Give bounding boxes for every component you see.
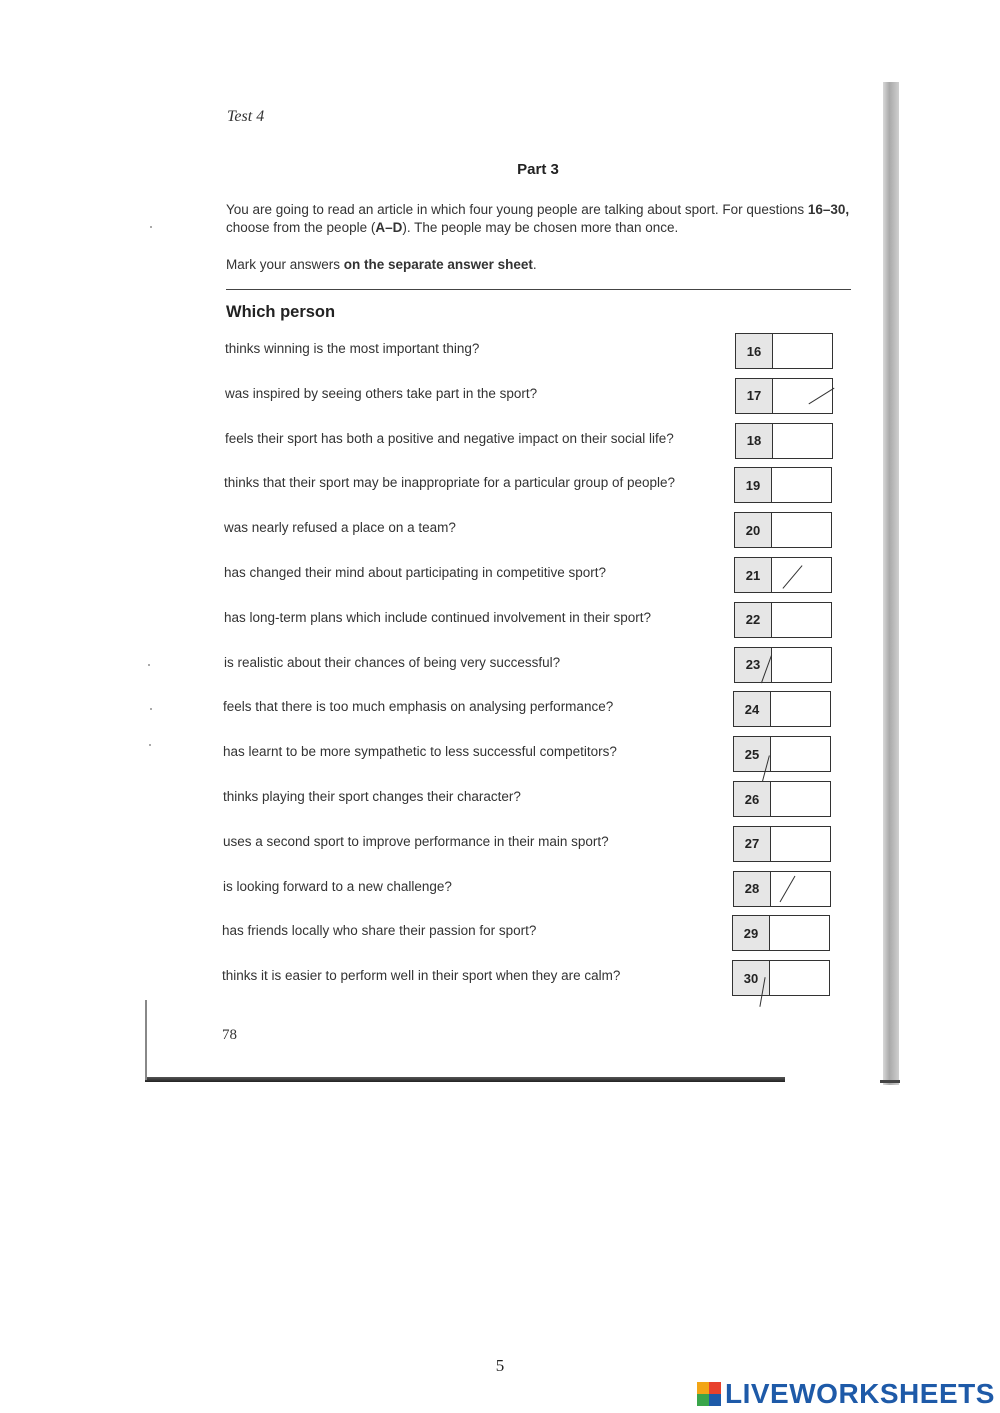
scan-speck bbox=[148, 664, 150, 666]
test-label: Test 4 bbox=[227, 108, 265, 125]
question-text: has learnt to be more sympathetic to less successful competitors? bbox=[223, 744, 617, 760]
question-row bbox=[0, 333, 1000, 369]
book-page-number: 78 bbox=[222, 1027, 237, 1043]
answer-field[interactable] bbox=[771, 692, 830, 726]
mark-suffix: . bbox=[532, 257, 537, 272]
question-row bbox=[0, 736, 1000, 772]
answer-box bbox=[733, 781, 831, 817]
answer-box bbox=[734, 602, 832, 638]
answer-box bbox=[735, 423, 833, 459]
question-text: was inspired by seeing others take part in the sport? bbox=[225, 385, 538, 401]
brand-name: LIVEWORKSHEETS bbox=[725, 1378, 995, 1409]
question-text: feels their sport has both a positive and negative impact on their social life? bbox=[225, 430, 674, 446]
answer-box bbox=[733, 736, 831, 772]
answer-box bbox=[733, 826, 831, 862]
question-number: 28 bbox=[734, 872, 771, 906]
question-number: 30 bbox=[733, 961, 770, 995]
question-text: thinks that their sport may be inappropriate for a particular group of people? bbox=[224, 475, 676, 491]
question-text: has friends locally who share their passion for sport? bbox=[222, 923, 537, 939]
question-row bbox=[0, 378, 1000, 414]
answer-box bbox=[735, 378, 833, 414]
question-row bbox=[0, 915, 1000, 951]
page-left-edge bbox=[145, 1000, 147, 1080]
answer-box bbox=[733, 691, 831, 727]
question-number: 16 bbox=[736, 334, 773, 368]
answer-box bbox=[735, 333, 833, 369]
pen-mark bbox=[782, 565, 802, 589]
question-row bbox=[0, 647, 1000, 683]
question-number: 25 bbox=[734, 737, 771, 771]
answer-field[interactable] bbox=[773, 424, 832, 458]
answer-box bbox=[732, 915, 830, 951]
question-number: 27 bbox=[734, 827, 771, 861]
mark-bold: on the separate answer sheet bbox=[343, 257, 533, 272]
answer-field[interactable] bbox=[773, 334, 832, 368]
answer-box bbox=[734, 557, 832, 593]
answer-field[interactable] bbox=[772, 513, 831, 547]
question-number: 21 bbox=[735, 558, 772, 592]
answer-box bbox=[734, 467, 832, 503]
question-row bbox=[0, 557, 1000, 593]
pen-mark bbox=[809, 387, 835, 404]
brand-logo bbox=[697, 1378, 995, 1410]
answer-field[interactable] bbox=[773, 379, 832, 413]
question-number: 20 bbox=[735, 513, 772, 547]
question-row bbox=[0, 781, 1000, 817]
answer-field[interactable] bbox=[770, 916, 829, 950]
question-text: feels that there is too much emphasis on analysing performance? bbox=[223, 699, 614, 715]
question-number: 29 bbox=[733, 916, 770, 950]
question-number: 22 bbox=[735, 603, 772, 637]
divider bbox=[226, 289, 851, 290]
question-number: 17 bbox=[736, 379, 773, 413]
question-text: thinks it is easier to perform well in their sport when they are calm? bbox=[222, 968, 621, 984]
answer-field[interactable] bbox=[771, 827, 830, 861]
question-row bbox=[0, 423, 1000, 459]
mark-answers-note bbox=[226, 257, 537, 272]
answer-field[interactable] bbox=[771, 872, 830, 906]
answer-field[interactable] bbox=[772, 648, 831, 682]
answer-field[interactable] bbox=[772, 468, 831, 502]
question-number: 19 bbox=[735, 468, 772, 502]
question-text: is looking forward to a new challenge? bbox=[223, 878, 452, 894]
instructions-line1: You are going to read an article in which four young people are talking about sport. For questions bbox=[226, 202, 805, 217]
answer-field[interactable] bbox=[771, 782, 830, 816]
scan-speck bbox=[149, 744, 151, 746]
question-row bbox=[0, 960, 1000, 996]
answer-box bbox=[732, 960, 830, 996]
liveworksheets-icon bbox=[697, 1382, 721, 1406]
instructions-end: ). The people may be chosen more than once. bbox=[402, 220, 679, 235]
mark-prefix: Mark your answers bbox=[226, 257, 344, 272]
question-number: 18 bbox=[736, 424, 773, 458]
answer-box bbox=[734, 647, 832, 683]
question-text: has long-term plans which include continued involvement in their sport? bbox=[224, 609, 651, 625]
answer-box bbox=[734, 512, 832, 548]
answer-field[interactable] bbox=[772, 558, 831, 592]
question-number: 24 bbox=[734, 692, 771, 726]
question-number: 26 bbox=[734, 782, 771, 816]
answer-field[interactable] bbox=[771, 737, 830, 771]
page-bottom-edge bbox=[145, 1077, 785, 1082]
question-text: was nearly refused a place on a team? bbox=[224, 520, 456, 536]
question-row bbox=[0, 602, 1000, 638]
pen-mark bbox=[780, 875, 796, 901]
question-number: 23 bbox=[735, 648, 772, 682]
question-text: uses a second sport to improve performance in their main sport? bbox=[223, 833, 609, 849]
question-text: thinks winning is the most important thing? bbox=[225, 341, 480, 356]
answer-box bbox=[733, 871, 831, 907]
question-text: has changed their mind about participating in competitive sport? bbox=[224, 565, 606, 580]
answer-field[interactable] bbox=[772, 603, 831, 637]
question-row bbox=[0, 467, 1000, 503]
answer-field[interactable] bbox=[770, 961, 829, 995]
page-bottom-edge-right bbox=[880, 1080, 900, 1083]
instructions-range: 16–30, bbox=[807, 202, 850, 217]
scan-speck bbox=[150, 708, 152, 710]
instructions-mid: choose from the people ( bbox=[226, 220, 376, 235]
question-row bbox=[0, 826, 1000, 862]
scan-speck bbox=[150, 226, 152, 228]
sheet-page-number: 5 bbox=[495, 1356, 505, 1375]
question-text: is realistic about their chances of being very successful? bbox=[224, 654, 561, 670]
question-text: thinks playing their sport changes their character? bbox=[223, 789, 521, 804]
question-row bbox=[0, 512, 1000, 548]
section-heading: Which person bbox=[226, 303, 336, 321]
instructions-letters: A–D bbox=[375, 220, 403, 235]
instructions bbox=[226, 201, 856, 237]
question-row bbox=[0, 871, 1000, 907]
part-title: Part 3 bbox=[517, 161, 559, 178]
